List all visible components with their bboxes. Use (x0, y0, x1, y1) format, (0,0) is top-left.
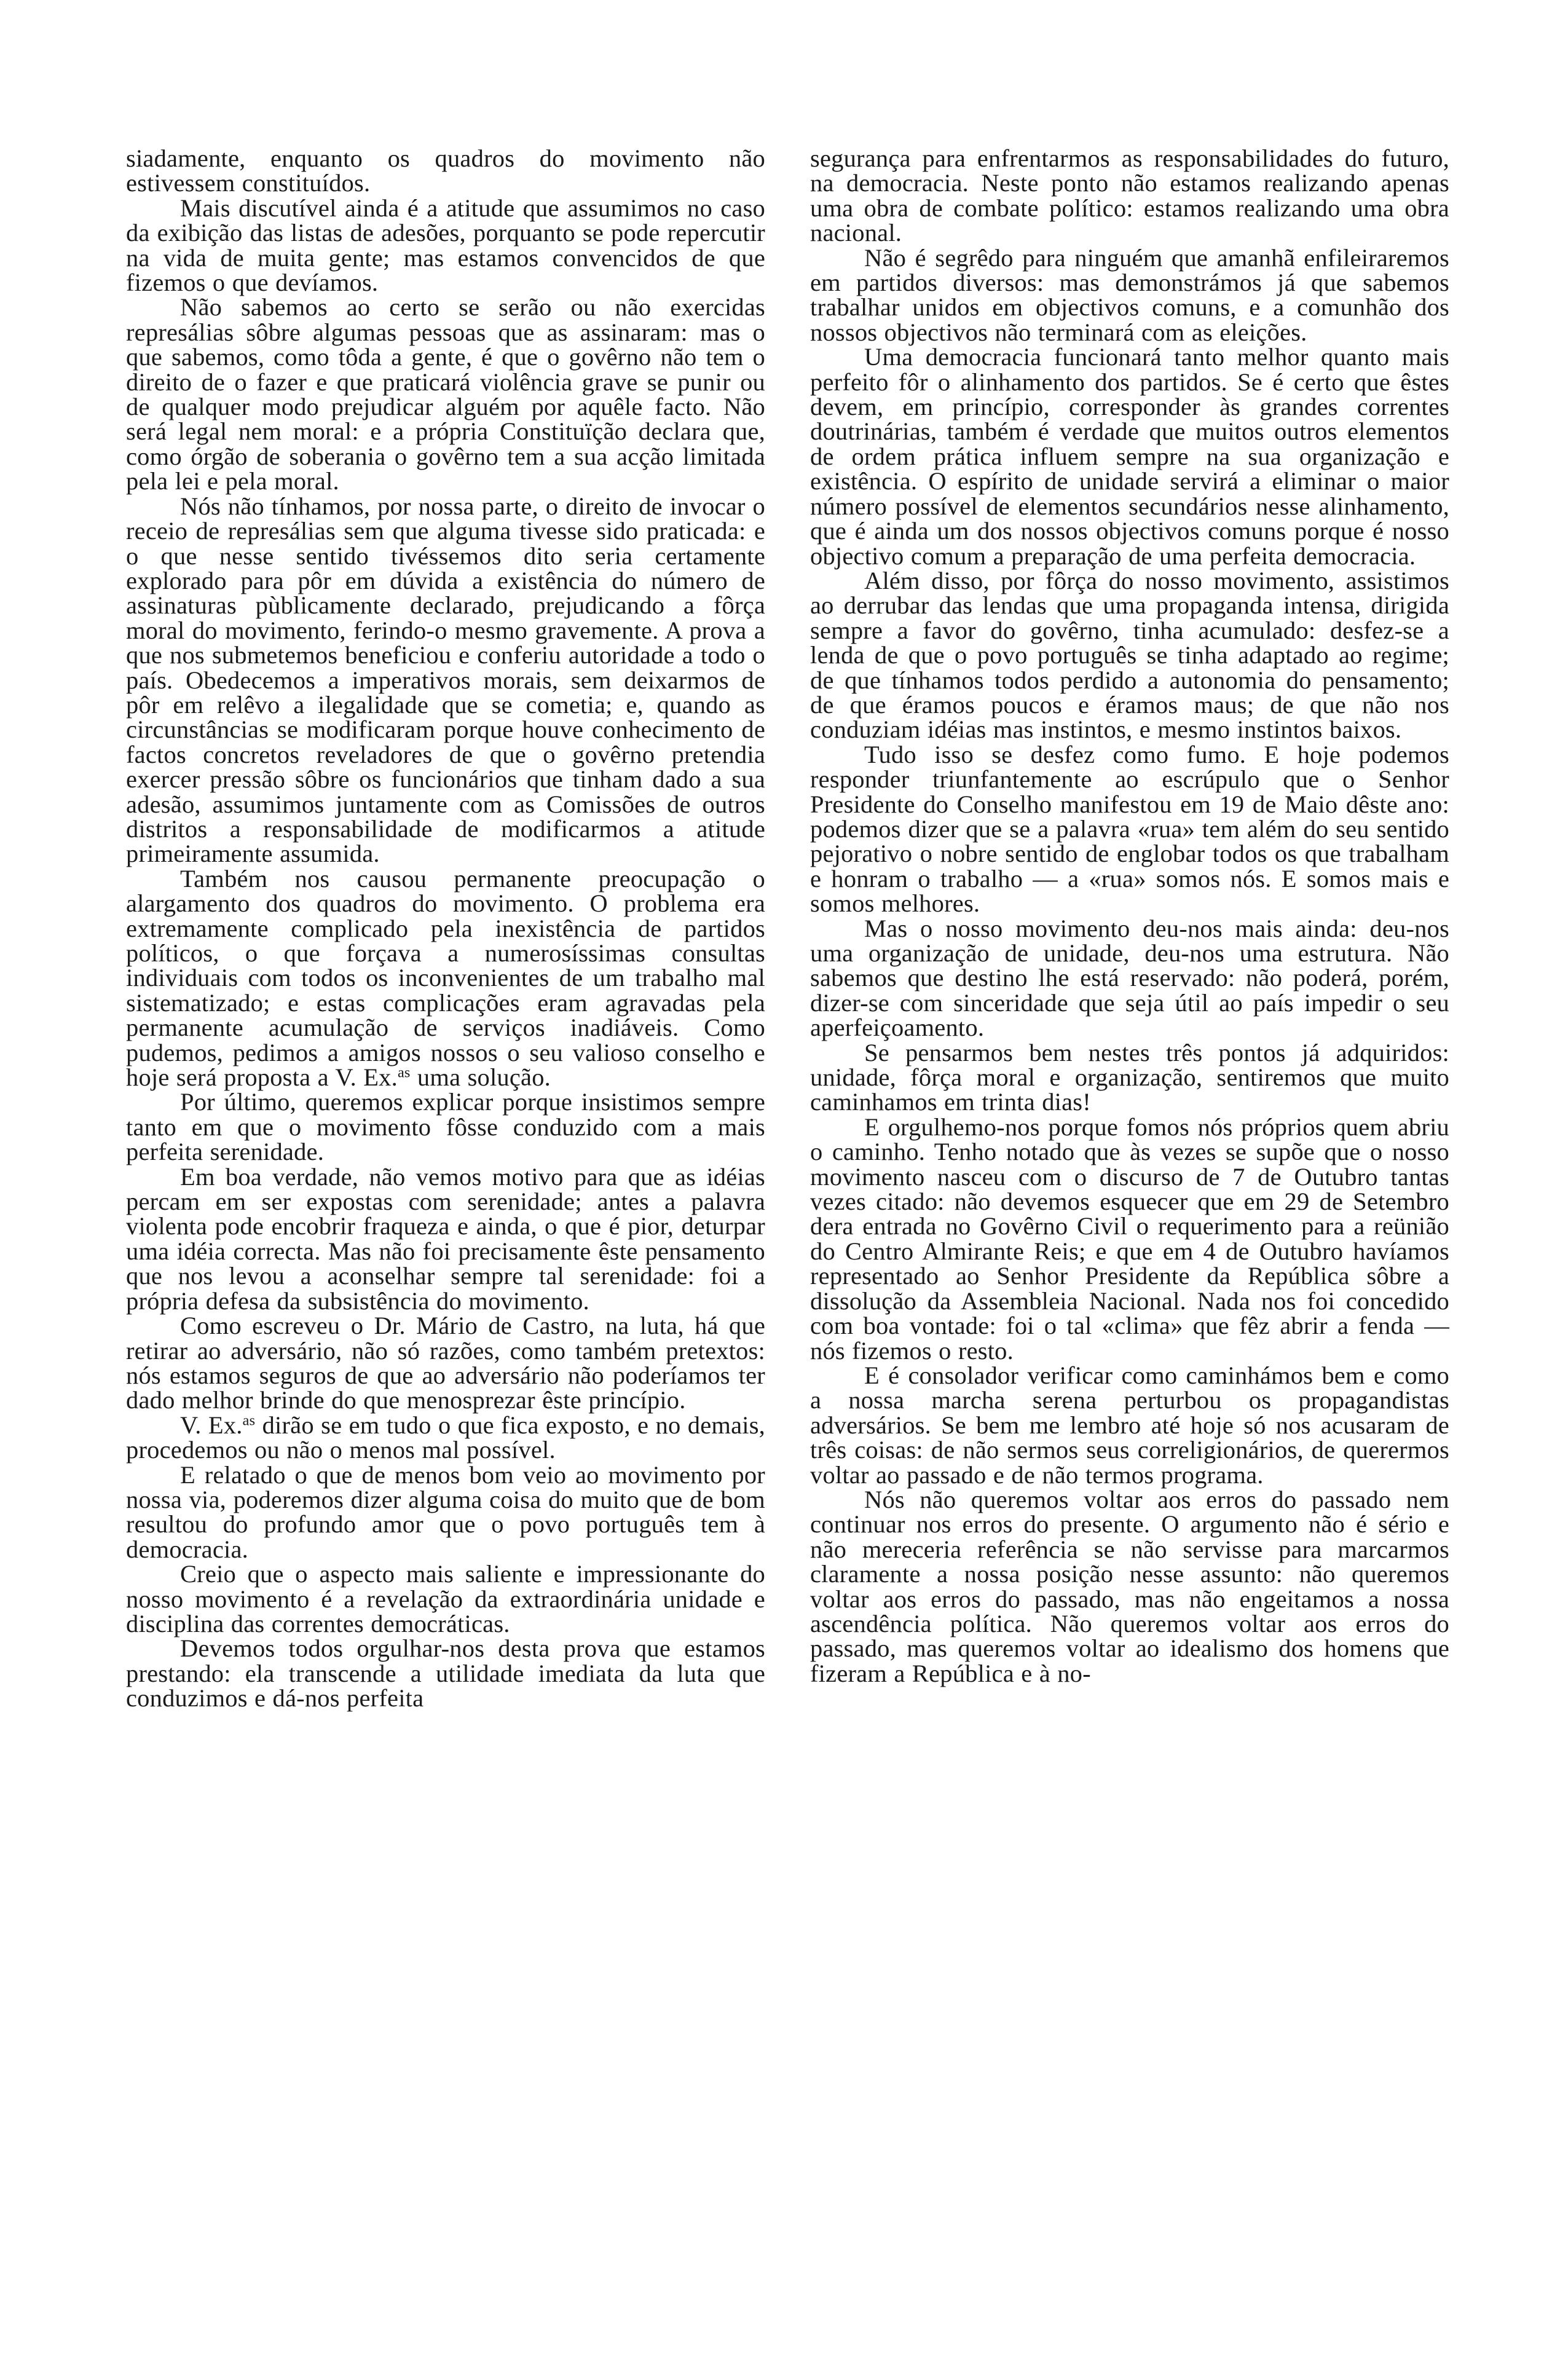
left-column (126, 146, 765, 2298)
paragraph: Também nos causou permanente preocupação o alargamento dos quadros do movimento. O problema era extremamente complicado pela inexistência de partidos políticos, o que forçava a numerosíssimas consultas individuais com todos os inconvenientes de um trabalho mal sistematizado; e estas complicações eram agravadas pela permanente acumulação de serviços inadiáveis. Como pudemos, pedimos a amigos nossos o seu valioso conselho e hoje será proposta a V. Ex.$^{as}$ uma solução. (126, 864, 765, 1092)
paragraph: Nós não tínhamos, por nossa parte, o direito de invocar o receio de represálias sem que alguma tivesse sido praticada: e o que nesse sentido tivéssemos dito seria certamente explorado para pôr em dúvida a existência do número de assinaturas pùblicamente declarado, prejudicando a fôrça moral do movimento, ferindo-o mesmo gravemente. A prova a que nos submetemos beneficiou e conferiu autoridade a todo o país. Obedecemos a imperativos morais, sem deixarmos de pôr em relêvo a ilegalidade que se cometia; e, quando as circunstâncias se modificaram porque houve conhecimento de factos concretos reveladores de que o govêrno pretendia exercer pressão sôbre os funcionários que tinham dado a sua adesão, assumimos juntamente com as Comissões de outros distritos a responsabilidade de modificarmos a atitude primeiramente assumida. (126, 492, 765, 868)
paragraph: E orgulhemo-nos porque fomos nós próprios quem abriu o caminho. Tenho notado que às vezes se supõe que o nosso movimento nasceu com o discurso de 7 de Outubro tantas vezes citado: não devemos esquecer que em 29 de Setembro dera entrada no Govêrno Civil o requerimento para a reünião do Centro Almirante Reis; e que em 4 de Outubro havíamos representado ao Senhor Presidente da República sôbre a dissolução da Assembleia Nacional. Nada nos foi concedido com boa vontade: foi o tal «clima» que fêz abrir a fenda — nós fizemos o resto. (810, 1113, 1449, 1365)
right-column (810, 146, 1449, 2298)
paragraph: siadamente, enquanto os quadros do movimento não estivessem constituídos. (126, 146, 765, 197)
paragraph: Não é segrêdo para ninguém que amanhã enfileiraremos em partidos diversos: mas demonstrámos já que sabemos trabalhar unidos em objectivos comuns, e a comunhão dos nossos objectivos não terminará com as eleições. (810, 243, 1449, 346)
paragraph: E relatado o que de menos bom veio ao movimento por nossa via, poderemos dizer alguma coisa do muito que de bom resultou do profundo amor que o povo português tem à democracia. (126, 1460, 765, 1563)
paragraph: Mas o nosso movimento deu-nos mais ainda: deu-nos uma organização de unidade, deu-nos uma estrutura. Não sabemos que destino lhe está reservado: não poderá, porém, dizer-se com sinceridade que seja útil ao país impedir o seu aperfeiçoamento. (810, 914, 1449, 1042)
paragraph: Além disso, por fôrça do nosso movimento, assistimos ao derrubar das lendas que uma propaganda intensa, dirigida sempre a favor do govêrno, tinha acumulado: desfez-se a lenda de que o povo português se tinha adaptado ao regime; de que tínhamos todos perdido a autonomia do pensamento; de que éramos poucos e éramos maus; de que não nos conduziam idéias mas instintos, e mesmo instintos baixos. (810, 566, 1449, 744)
paragraph: Por último, queremos explicar porque insistimos sempre tanto em que o movimento fôsse conduzido com a mais perfeita serenidade. (126, 1088, 765, 1166)
paragraph: Se pensarmos bem nestes três pontos já adquiridos: unidade, fôrça moral e organização, sentiremos que muito caminhamos em trinta dias! (810, 1038, 1449, 1116)
paragraph: Creio que o aspecto mais saliente e impressionante do nosso movimento é a revelação da extraordinária unidade e disciplina das correntes democráticas. (126, 1560, 765, 1637)
paragraph: V. Ex.$^{as}$ dirão se em tudo o que fica exposto, e no demais, procedemos ou não o menos mal possível. (126, 1411, 765, 1464)
paragraph: E é consolador verificar como caminhámos bem e como a nossa marcha serena perturbou os propagandistas adversários. Se bem me lembro até hoje só nos acusaram de três coisas: de não sermos seus correligionários, de querermos voltar ao passado e de não termos programa. (810, 1361, 1449, 1489)
paragraph: Não sabemos ao certo se serão ou não exercidas represálias sôbre algumas pessoas que as assinaram: mas o que sabemos, como tôda a gente, é que o govêrno não tem o direito de o fazer e que praticará violência grave se punir ou de qualquer modo prejudicar alguém por aquêle facto. Não será legal nem moral: e a própria Constituïção declara que, como órgão de soberania o govêrno tem a sua acção limitada pela lei e pela moral. (126, 293, 765, 495)
paragraph: Devemos todos orgulhar-nos desta prova que estamos prestando: ela transcende a utilidade imediata da luta que conduzimos e dá-nos perfeita (126, 1634, 765, 1712)
paragraph: Tudo isso se desfez como fumo. E hoje podemos responder triunfantemente ao escrúpulo que o Senhor Presidente do Conselho manifestou em 19 de Maio dêste ano: podemos dizer que se a palavra «rua» tem além do seu sentido pejorativo o nobre sentido de englobar todos os que trabalham e honram o trabalho — a «rua» somos nós. E somos mais e somos melhores. (810, 740, 1449, 918)
paragraph: Como escreveu o Dr. Mário de Castro, na luta, há que retirar ao adversário, não só razões, como também pretextos: nós estamos seguros de que ao adversário não poderíamos ter dado melhor brinde do que menosprezar êste princípio. (126, 1312, 765, 1414)
paragraph: Nós não queremos voltar aos erros do passado nem continuar nos erros do presente. O argumento não é sério e não mereceria referência se não servisse para marcarmos claramente a nossa posição nesse assunto: não queremos voltar aos erros do passado, mas não engeitamos a nossa ascendência política. Não queremos voltar aos erros do passado, mas queremos voltar ao idealismo dos homens que fizeram a República e à no- (810, 1485, 1449, 1687)
paragraph: segurança para enfrentarmos as responsabilidades do futuro, na democracia. Neste ponto não estamos realizando apenas uma obra de combate político: estamos realizando uma obra nacional. (810, 146, 1449, 247)
paragraph: Em boa verdade, não vemos motivo para que as idéias percam em ser expostas com serenidade; antes a palavra violenta pode encobrir fraqueza e ainda, o que é pior, deturpar uma idéia correcta. Mas não foi precisamente êste pensamento que nos levou a aconselhar sempre tal serenidade: foi a própria defesa da subsistência do movimento. (126, 1162, 765, 1315)
paragraph: Uma democracia funcionará tanto melhor quanto mais perfeito fôr o alinhamento dos partidos. Se é certo que êstes devem, em princípio, corresponder às grandes correntes doutrinárias, também é verdade que muitos outros elementos de ordem prática influem sempre na sua organização e existência. O espírito de unidade servirá a eliminar o maior número possível de elementos secundários nesse alinhamento, que é ainda um dos nossos objectivos comuns porque é nosso objectivo comum a preparação de uma perfeita democracia. (810, 343, 1449, 570)
paragraph: Mais discutível ainda é a atitude que assumimos no caso da exibição das listas de adesões, porquanto se pode repercutir na vida de muita gente; mas estamos convencidos de que fizemos o que devíamos. (126, 194, 765, 297)
